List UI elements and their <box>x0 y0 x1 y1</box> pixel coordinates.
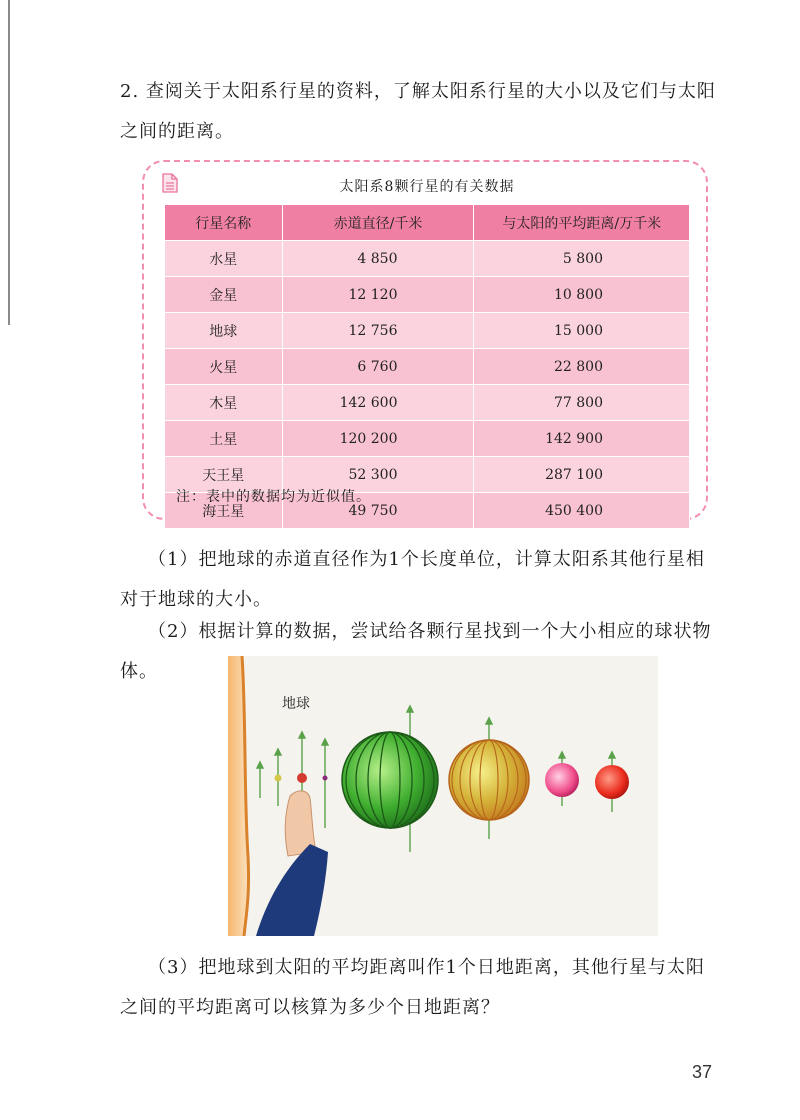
planet-diameter: 49 750 <box>282 493 474 529</box>
sub-question-3-text: （3）把地球到太阳的平均距离叫作1个日地距离，其他行星与太阳之间的平均距离可以核算为多少个日地距离？ <box>120 957 705 1018</box>
planet-distance: 77 800 <box>474 385 690 421</box>
planet-distance: 5 800 <box>474 241 690 277</box>
table-row <box>165 421 690 457</box>
sub-question-2-text: （2）根据计算的数据，尝试给各颗行星找到一个大小相应的球状物体。 <box>120 621 712 682</box>
page-margin-line <box>8 0 10 325</box>
planet-diameter: 12 120 <box>282 277 474 313</box>
table-row <box>165 277 690 313</box>
mars-ball <box>323 776 328 781</box>
header-planet-name: 行星名称 <box>165 205 283 241</box>
table-row <box>165 385 690 421</box>
sub-question-1-text: （1）把地球的赤道直径作为1个长度单位，计算太阳系其他行星相对于地球的大小。 <box>120 549 705 610</box>
planet-name: 木星 <box>165 385 283 421</box>
planet-distance: 287 100 <box>474 457 690 493</box>
page-number: 37 <box>692 1062 713 1082</box>
header-diameter: 赤道直径/千米 <box>282 205 474 241</box>
planet-distance: 142 900 <box>474 421 690 457</box>
table-row <box>165 241 690 277</box>
planet-name: 金星 <box>165 277 283 313</box>
earth-ball <box>297 773 307 783</box>
table-row <box>165 349 690 385</box>
planet-name: 土星 <box>165 421 283 457</box>
planet-diameter: 142 600 <box>282 385 474 421</box>
planet-data-table <box>164 204 690 529</box>
planet-name: 火星 <box>165 349 283 385</box>
planet-distance: 15 000 <box>474 313 690 349</box>
header-distance: 与太阳的平均距离/万千米 <box>474 205 690 241</box>
planet-diameter: 4 850 <box>282 241 474 277</box>
planet-model-photo <box>228 656 658 936</box>
table-row <box>165 313 690 349</box>
planet-name: 海王星 <box>165 493 283 529</box>
planet-distance: 22 800 <box>474 349 690 385</box>
planet-distance: 450 400 <box>474 493 690 529</box>
table-header-row <box>165 205 690 241</box>
mercury-ball <box>275 775 282 782</box>
planet-diameter: 52 300 <box>282 457 474 493</box>
planet-name: 水星 <box>165 241 283 277</box>
sub-question-1 <box>120 540 720 620</box>
neptune-ball <box>595 765 629 799</box>
table-title: 太阳系8颗行星的有关数据 <box>339 179 515 195</box>
table-note: 注：表中的数据均为近似值。 <box>176 489 371 505</box>
planet-diameter: 6 760 <box>282 349 474 385</box>
sub-question-3 <box>120 948 720 1028</box>
planet-diameter: 120 200 <box>282 421 474 457</box>
saturn-ball <box>449 740 529 820</box>
planet-name: 天王星 <box>165 457 283 493</box>
planet-name: 地球 <box>165 313 283 349</box>
planet-distance: 10 800 <box>474 277 690 313</box>
earth-label: 地球 <box>282 696 310 712</box>
uranus-ball <box>545 763 579 797</box>
planet-diameter: 12 756 <box>282 313 474 349</box>
question-2-intro: 2. 查阅关于太阳系行星的资料，了解太阳系行星的大小以及它们与太阳之间的距离。 <box>120 81 716 142</box>
